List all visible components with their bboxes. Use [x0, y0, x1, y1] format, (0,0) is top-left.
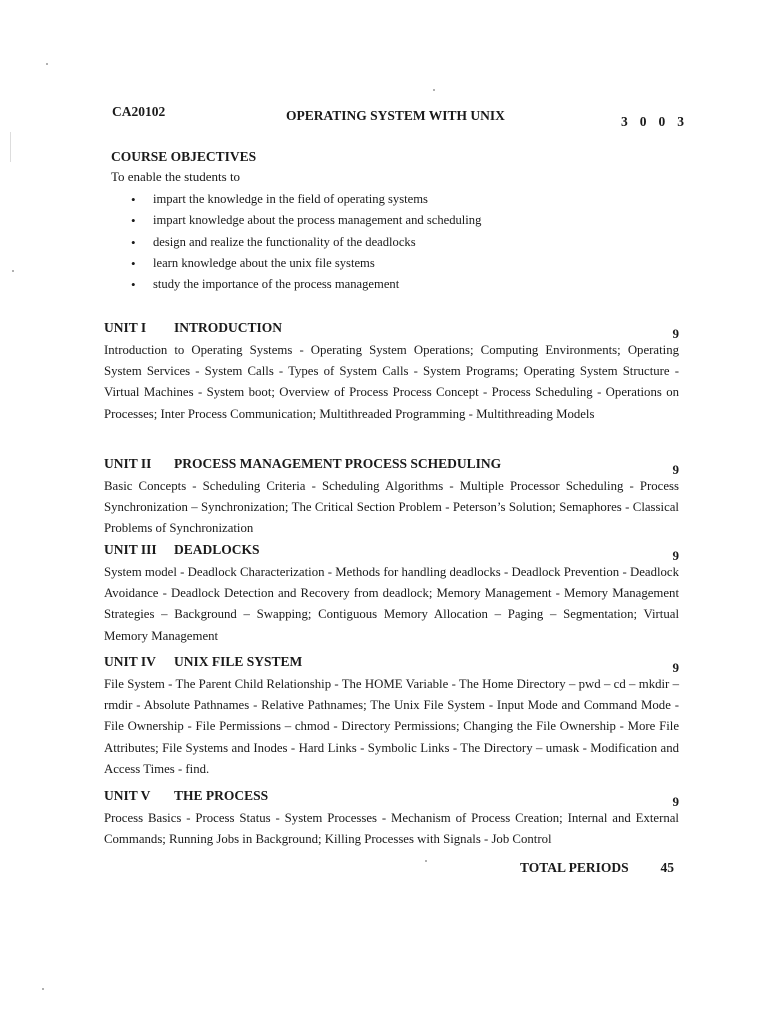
unit-hours: 9 — [672, 548, 679, 563]
objective-item — [131, 232, 681, 253]
unit-2 — [104, 456, 679, 540]
unit-header — [104, 456, 679, 476]
bullet-icon: • — [131, 234, 136, 250]
unit-5 — [104, 788, 679, 850]
credit-total: 3 — [677, 114, 684, 129]
bullet-icon: • — [131, 277, 136, 293]
objective-item — [131, 189, 681, 210]
unit-title: DEADLOCKS — [174, 542, 260, 557]
scan-speck — [46, 63, 48, 65]
unit-number: UNIT II — [104, 456, 152, 471]
unit-number: UNIT V — [104, 788, 151, 803]
unit-1 — [104, 320, 679, 425]
scan-speck — [42, 988, 44, 990]
unit-hours: 9 — [672, 660, 679, 675]
unit-header — [104, 542, 679, 562]
unit-title: THE PROCESS — [174, 788, 269, 803]
unit-header — [104, 788, 679, 808]
scan-speck — [433, 89, 435, 91]
objective-item — [131, 274, 681, 295]
course-header — [112, 104, 684, 128]
objectives-intro: To enable the students to — [111, 169, 241, 184]
credit-structure — [621, 114, 684, 130]
objectives-heading: COURSE OBJECTIVES — [111, 149, 257, 164]
unit-number: UNIT IV — [104, 654, 156, 669]
unit-number: UNIT III — [104, 542, 157, 557]
unit-title: INTRODUCTION — [174, 320, 283, 335]
course-title: OPERATING SYSTEM WITH UNIX — [286, 108, 505, 123]
objective-text: learn knowledge about the unix file systems — [153, 255, 375, 270]
unit-content: Introduction to Operating Systems - Operating System Operations; Computing Environments; Operating System Services - System Calls - Types of System Calls - System Programs; Operating System Structure - Virtual Machines - System boot; Overview of Process Process Concept - Process Scheduling - Operations on Processes; Inter Process Communication; Multithreaded Programming - Multithreading Models — [104, 343, 679, 421]
bullet-icon: • — [131, 255, 136, 271]
objective-item — [131, 210, 681, 231]
bullet-icon: • — [131, 213, 136, 229]
total-periods-value: 45 — [660, 860, 674, 875]
scan-speck — [12, 270, 14, 272]
unit-header — [104, 320, 679, 340]
unit-content: Process Basics - Process Status - System Processes - Mechanism of Process Creation; Internal and External Commands; Running Jobs in Background; Killing Processes with Signals - Job Control — [104, 811, 679, 847]
unit-hours: 9 — [672, 326, 679, 341]
unit-header — [104, 654, 679, 674]
course-code: CA20102 — [112, 104, 166, 119]
credit-practical: 0 — [658, 114, 666, 129]
credit-tutorial: 0 — [639, 114, 647, 129]
objective-text: study the importance of the process management — [153, 277, 400, 292]
objectives-list — [111, 189, 681, 295]
credit-lecture: 3 — [621, 114, 628, 129]
objective-text: impart the knowledge in the field of operating systems — [153, 192, 428, 206]
unit-content: System model - Deadlock Characterization - Methods for handling deadlocks - Deadlock Prevention - Deadlock Avoidance - Deadlock Detection and Recovery from deadlock; Memory Management - Memory Management Strategies – Background – Swapping; Contiguous Memory Allocation – Paging – Segmentation; Virtual Memory Management — [104, 565, 679, 643]
unit-title: PROCESS MANAGEMENT PROCESS SCHEDULING — [174, 456, 502, 471]
bullet-icon: • — [131, 192, 136, 207]
unit-content: File System - The Parent Child Relationship - The HOME Variable - The Home Directory – pwd – cd – mkdir – rmdir - Absolute Pathnames - Relative Pathnames; The Unix File System - Input Mode and Command Mode - File Ownership - File Permissions – chmod - Directory Permissions; Changing the File Ownership - More File Attributes; File Systems and Inodes - Hard Links - Symbolic Links - The Directory – umask - Modification and Access Times - find. — [104, 677, 679, 776]
unit-hours: 9 — [672, 462, 679, 477]
scan-speck — [425, 860, 427, 862]
scan-edge-mark — [10, 132, 11, 162]
unit-number: UNIT I — [104, 320, 147, 335]
objective-item — [131, 253, 681, 274]
unit-title: UNIX FILE SYSTEM — [174, 654, 303, 669]
unit-3 — [104, 542, 679, 647]
unit-4 — [104, 654, 679, 780]
total-periods-label: TOTAL PERIODS — [520, 860, 629, 875]
course-objectives — [111, 149, 681, 295]
unit-hours: 9 — [672, 794, 679, 809]
objective-text: design and realize the functionality of the deadlocks — [153, 234, 416, 249]
objective-text: impart knowledge about the process management and scheduling — [153, 213, 482, 228]
unit-content: Basic Concepts - Scheduling Criteria - Scheduling Algorithms - Multiple Processor Scheduling - Process Synchronization – Synchronization; The Critical Section Problem - Peterson’s Solution; Semaphores - Classical Problems of Synchronization — [104, 479, 679, 536]
